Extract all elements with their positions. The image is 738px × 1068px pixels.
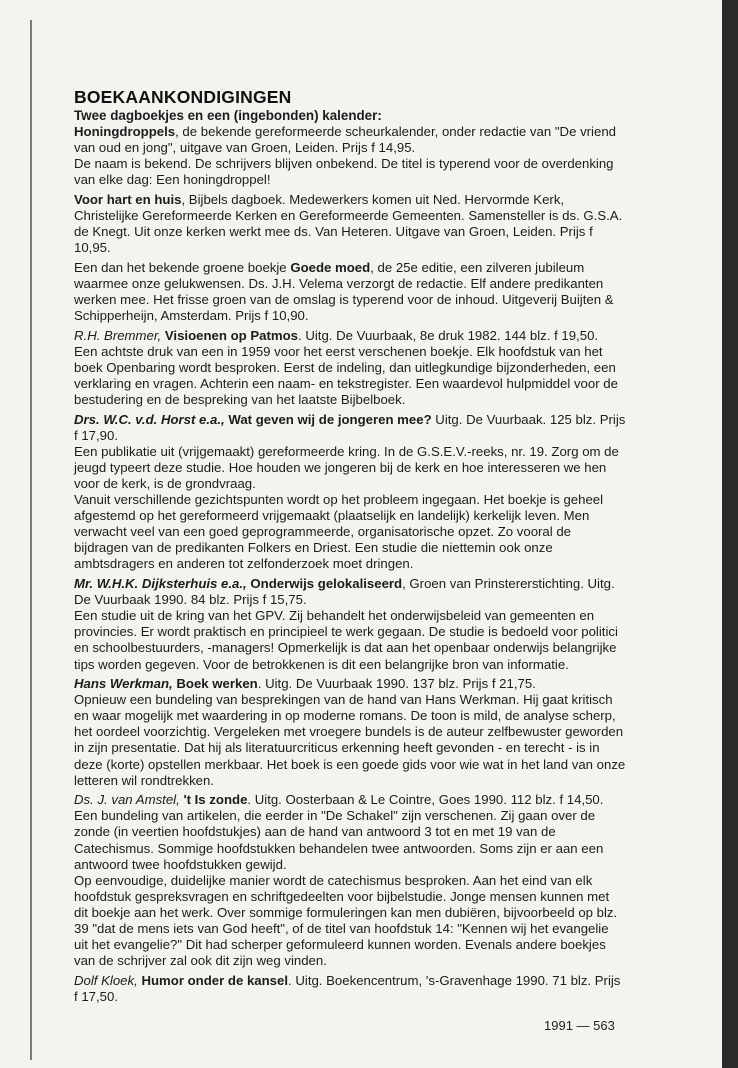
review-text: Een bundeling van artikelen, die eerder in "De Schakel" zijn verschenen. Zij gaan over de zonde (in veertien hoofdstukjes) aan de hand van antwoord 3 tot en met 19 van de Catechismus. Sommige hoofdstukken behandelen twee antwoorden. Soms zijn er aan een antwoord twee hoofdstukken gewijd. (74, 808, 604, 872)
left-margin-rule (30, 20, 32, 1060)
book-info: , Groen van Prinstererstichting. Uitg. De Vuurbaak 1990. 84 blz. Prijs f 15,75. (74, 576, 615, 608)
review-text: Vanuit verschillende gezichtspunten wordt op het probleem ingegaan. Het boekje is geheel afgestemd op het gereformeerd vrijgemaakt (plaatselijk en landelijk) kerkelijk leven. Men verwacht veel van een goed geprogrammeerde, organisatorische opzet. Zo vooral de bijdragen van de predikanten Folkers en Driest. Een studie die niettemin ook onze ambtsdragers en anderen tot zelfonderzoek moet dringen. (74, 492, 604, 572)
review-text: Opnieuw een bundeling van besprekingen van de hand van Hans Werkman. Hij gaat kritisch en waar mogelijk met waardering in op moderne romans. De toon is mild, de analyse scherp, het oordeel voorzichtig. Vergeleken met vroegere bundels is de auteur zelfbewuster geworden in zijn presentatie. Dat hij als literatuurcriticus erkenning heeft gevonden - en terecht - is in deze (korte) opstellen merkbaar. Het boek is een goede gids voor wie wat in het land van onze letteren wil rondtrekken. (74, 692, 626, 788)
book-info: Uitg. De Vuurbaak. 125 blz. Prijs f 17,90. (74, 411, 626, 443)
entry-comment: De naam is bekend. De schrijvers blijven onbekend. De titel is typerend voor de overdenking van elke dag: Een honingdroppel! (74, 156, 614, 188)
article (74, 86, 626, 1008)
entry-title: Voor hart en huis (74, 191, 182, 207)
book-review (74, 576, 626, 673)
book-info: . Uitg. De Vuurbaak 1990. 137 blz. Prijs f 21,75. (257, 676, 536, 692)
book-review (74, 792, 626, 969)
book-author: Drs. W.C. v.d. Horst e.a., (74, 411, 225, 427)
calendar-entry (74, 124, 626, 188)
entry-text: , de bekende gereformeerde scheurkalender, onder redactie van "De vriend van oud en jong", uitgave van Groen, Leiden. Prijs f 14,95. (74, 124, 616, 156)
page-title: BOEKAANKONDIGINGEN (74, 87, 292, 107)
book-title: Onderwijs gelokaliseerd (250, 576, 403, 592)
review-text: Een achtste druk van een in 1959 voor het eerst verschenen boekje. Elk hoofdstuk van het boek Openbaring wordt besproken. Eerst de indeling, dan uitlegkundige bijzonderheden, een verklaring en vragen. Achterin een naam- en tekstregister. Een waardevol hulpmiddel voor de bestudering en de bespreking van het laatste Bijbelboek. (74, 343, 618, 407)
book-title: Wat geven wij de jongeren mee? (228, 411, 432, 427)
book-info: . Uitg. Oosterbaan & Le Cointre, Goes 1990. 112 blz. f 14,50. (247, 792, 604, 808)
review-text: Een publikatie uit (vrijgemaakt) gereformeerde kring. In de G.S.E.V.-reeks, nr. 19. Zorg om de jeugd typeert deze studie. Hoe houden we jongeren bij de kerk en hoe interesseren we hen voor de kerk, is de grondvraag. (74, 443, 619, 491)
book-title: 't Is zonde (183, 792, 248, 808)
book-author: Dolf Kloek, (74, 972, 138, 988)
page-number: 1991 — 563 (544, 1018, 615, 1033)
review-text: Een studie uit de kring van het GPV. Zij behandelt het onderwijsbeleid van gemeenten en provincies. Er wordt praktisch en principieel te werk gegaan. De studie is bedoeld voor politici en schoolbestuurders, -managers! Opmerkelijk is dat aan het openbaar onderwijs belangrijke tips worden gegeven. Voor de betrokkenen is dit een belangrijke bron van informatie. (74, 608, 618, 672)
book-author: Ds. J. van Amstel, (74, 792, 180, 808)
entry-text: , de 25e editie, een zilveren jubileum waarmee onze gelukwensen. Ds. J.H. Velema verzorgt de redactie. Elf andere predikanten werken mee. Het frisse groen van de omslag is typerend voor de inhoud. Uitgeverij Buijten & Schipperheijn, Amsterdam. Prijs f 10,90. (74, 259, 614, 324)
entry-text: , Bijbels dagboek. Medewerkers komen uit Ned. Hervormde Kerk, Christelijke Gereformeerde Kerken en Gereformeerde Gemeenten. Samensteller is ds. G.S.A. de Knegt. Uit onze kerken werkt mee ds. Van Heteren. Uitgave van Groen, Leiden. Prijs f 10,95. (74, 191, 623, 256)
entry-title: Honingdroppels (74, 124, 176, 139)
diary-entry (74, 260, 626, 324)
book-review (74, 676, 626, 789)
book-info: . Uitg. Boekencentrum, 's-Gravenhage 1990. 71 blz. Prijs f 17,50. (74, 972, 621, 1004)
section-subtitle: Twee dagboekjes en een (ingebonden) kalender: (74, 108, 382, 123)
book-title: Humor onder de kansel (141, 972, 289, 988)
book-author: Hans Werkman, (74, 676, 173, 692)
book-author: R.H. Bremmer, (74, 327, 162, 343)
book-title: Visioenen op Patmos (164, 327, 299, 343)
book-info: . Uitg. De Vuurbaak, 8e druk 1982. 144 blz. f 19,50. (298, 327, 599, 343)
book-review (74, 328, 626, 408)
book-author: Mr. W.H.K. Dijksterhuis e.a., (74, 576, 247, 592)
book-review (74, 412, 626, 573)
diary-entry (74, 192, 626, 256)
review-text: Op eenvoudige, duidelijke manier wordt de catechismus besproken. Aan het eind van elk hoofdstuk gespreksvragen en schriftgedeelten voor bijbelstudie. Jonge mensen kunnen met dit boekje aan het werk. Over sommige formuleringen kan men dubiëren, bijvoorbeeld op blz. 39 "dat de mens iets van God heeft", of de titel van hoofdstuk 14: "Kennen wij het evangelie uit het evangelie?" Dit had scherper geformuleerd kunnen worden. Evenals andere boekjes van de schrijver zal ook dit zijn weg vinden. (74, 872, 618, 969)
entry-title: Goede moed (290, 259, 371, 275)
book-review (74, 973, 626, 1005)
entry-intro: Een dan het bekende groene boekje (74, 259, 291, 275)
book-title: Boek werken (176, 676, 258, 692)
